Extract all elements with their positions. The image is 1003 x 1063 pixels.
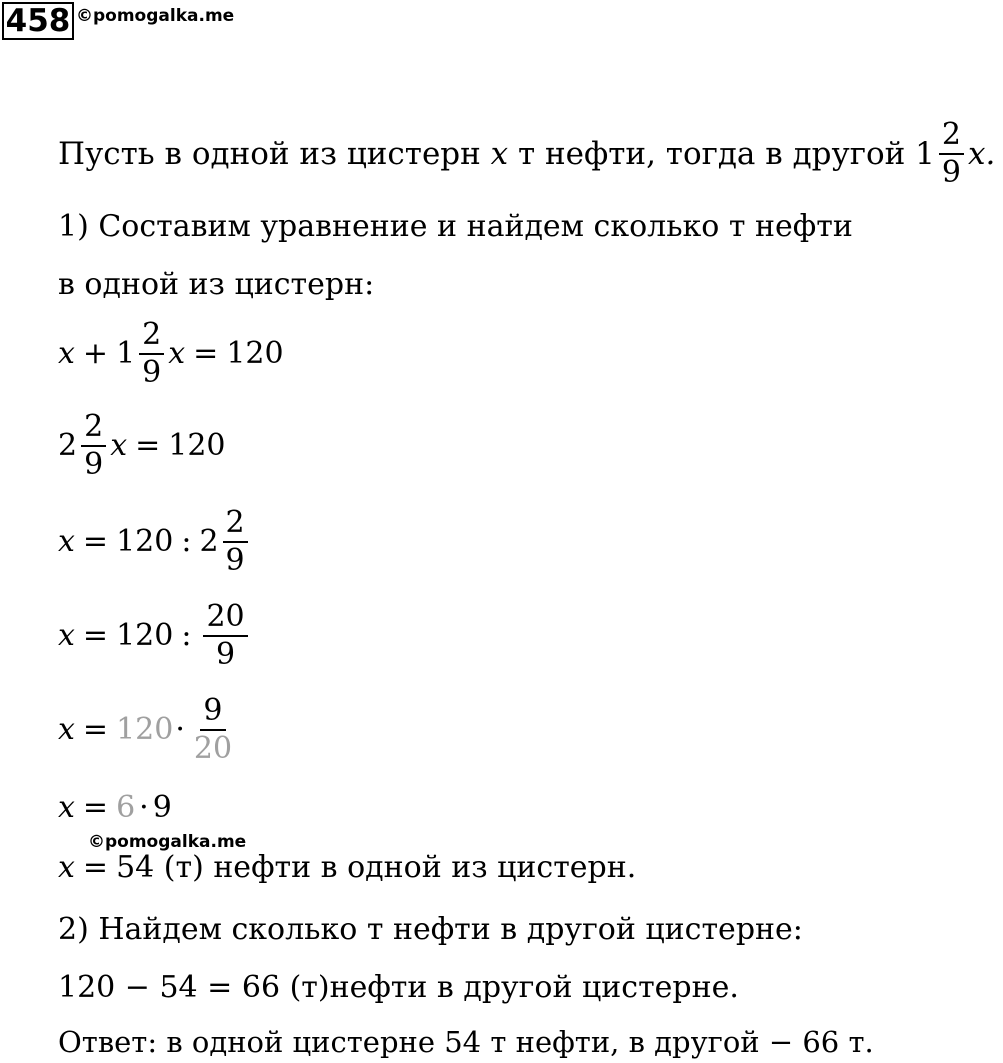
eq5-num-cancelled: 120 xyxy=(116,712,174,747)
eq1-frac-num: 2 xyxy=(139,320,164,355)
eq5-equals: = xyxy=(82,712,109,747)
eq1-var-x2: x xyxy=(168,336,186,371)
eq3-whole: 2 xyxy=(199,524,219,559)
eq3-var-x: x xyxy=(58,524,75,559)
eq5-var-x: x xyxy=(58,712,75,747)
watermark-mid: ©pomogalka.me xyxy=(88,832,247,852)
eq1-whole: 1 xyxy=(116,336,136,371)
eq3-equals: = xyxy=(82,524,109,559)
eq4-frac-num: 20 xyxy=(203,602,247,637)
answer-line: Ответ: в одной цистерне 54 т нефти, в другой − 66 т. xyxy=(58,1025,874,1059)
eq3-fraction xyxy=(223,505,248,578)
eq3-num: 120 xyxy=(116,524,174,559)
step2-line2: 120 − 54 = 66 (т)нефти в другой цистерне. xyxy=(58,970,739,1005)
eq6-mul: · xyxy=(139,790,149,825)
eq6-equals: = xyxy=(82,790,109,825)
eq2-frac-den: 9 xyxy=(84,447,104,482)
equation-4 xyxy=(58,599,252,672)
eq4-fraction xyxy=(203,599,247,672)
equation-3 xyxy=(58,505,252,578)
equation-2 xyxy=(58,409,234,482)
intro-var: x xyxy=(490,136,509,172)
eq7-var-x: x xyxy=(58,850,75,885)
eq6-num-cancelled: 6 xyxy=(116,790,136,825)
eq3-div: : xyxy=(181,524,192,559)
eq2-rhs: 120 xyxy=(168,428,226,463)
eq1-fraction xyxy=(139,317,164,390)
eq4-num: 120 xyxy=(116,618,174,653)
step2-line1: 2) Найдем сколько т нефти в другой цистерне: xyxy=(58,912,803,947)
intro-text-c: x. xyxy=(967,136,996,172)
eq2-equals: = xyxy=(135,428,161,463)
eq1-plus: + xyxy=(82,336,109,371)
eq7-equals: = xyxy=(82,850,109,885)
eq2-frac-num: 2 xyxy=(81,412,106,447)
eq2-whole: 2 xyxy=(58,428,78,463)
problem-number: 458 xyxy=(2,2,74,40)
eq2-fraction xyxy=(81,409,106,482)
eq4-div: : xyxy=(181,618,192,653)
step1-line2: в одной из цистерн: xyxy=(58,267,375,302)
equation-6 xyxy=(58,788,180,828)
intro-line xyxy=(58,117,1003,190)
watermark: ©pomogalka.me xyxy=(76,6,235,26)
eq6-var-x: x xyxy=(58,790,75,825)
eq4-equals: = xyxy=(82,618,109,653)
step1-line1: 1) Составим уравнение и найдем сколько т нефти xyxy=(58,209,853,244)
eq4-var-x: x xyxy=(58,618,75,653)
eq1-rhs: 120 xyxy=(226,336,284,371)
intro-frac-denominator: 9 xyxy=(941,155,961,190)
eq7-rest: 54 (т) нефти в одной из цистерн. xyxy=(116,850,637,885)
eq5-frac-den-cancelled: 20 xyxy=(193,731,233,766)
eq4-frac-den: 9 xyxy=(215,637,236,672)
intro-text-a: Пусть в одной из цистерн xyxy=(58,136,491,172)
intro-frac-numerator: 2 xyxy=(939,120,964,155)
eq3-frac-num: 2 xyxy=(223,508,248,543)
eq1-equals: = xyxy=(193,336,219,371)
eq6-factor: 9 xyxy=(152,790,172,825)
eq1-var-x: x xyxy=(58,336,75,371)
intro-fraction xyxy=(939,117,964,190)
eq5-frac-num: 9 xyxy=(200,696,225,731)
equation-7 xyxy=(58,848,644,888)
eq1-frac-den: 9 xyxy=(142,355,162,390)
eq5-mul: · xyxy=(175,712,185,747)
equation-1 xyxy=(58,317,292,390)
intro-text-b: т нефти, тогда в другой 1 xyxy=(508,136,935,172)
eq5-fraction xyxy=(191,693,235,766)
eq2-var-x: x xyxy=(110,428,128,463)
equation-5 xyxy=(58,693,239,766)
eq3-frac-den: 9 xyxy=(225,543,245,578)
